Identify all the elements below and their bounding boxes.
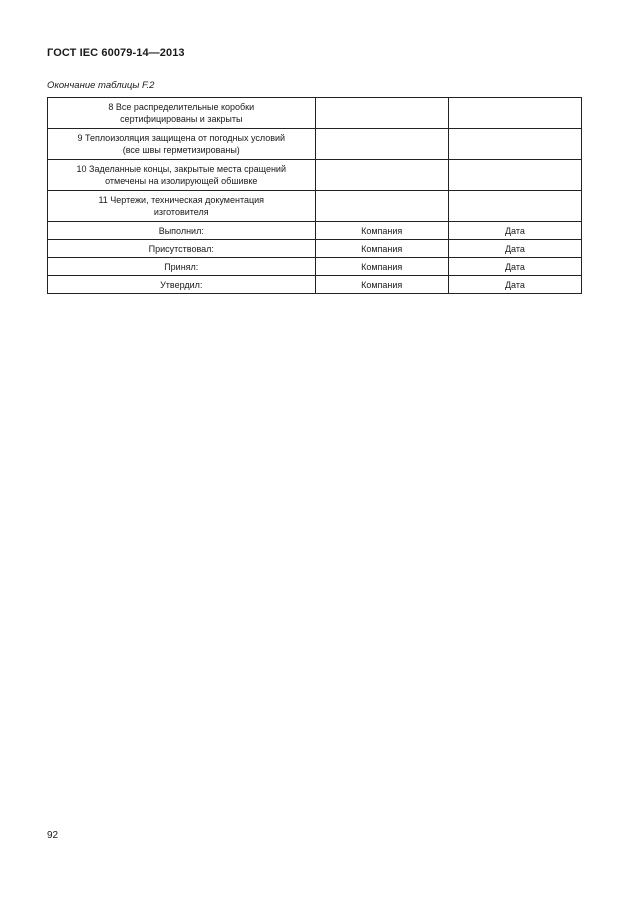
signature-company-cell: Компания [315, 276, 448, 294]
table-row-check-11 [48, 191, 582, 222]
signature-date-cell: Дата [448, 240, 581, 258]
signature-role-cell: Утвердил: [48, 276, 316, 294]
empty-cell [315, 129, 448, 160]
check-item-text-line: изготовителя [153, 207, 209, 217]
signature-role-cell: Выполнил: [48, 222, 316, 240]
table-row-check-9 [48, 129, 582, 160]
empty-cell [448, 98, 581, 129]
empty-cell [448, 160, 581, 191]
table-row-check-8 [48, 98, 582, 129]
check-item-cell [48, 160, 316, 191]
signature-role-cell: Принял: [48, 258, 316, 276]
signature-date-cell: Дата [448, 258, 581, 276]
table-row-signature-performed [48, 222, 582, 240]
document-standard-header: ГОСТ IEC 60079-14—2013 [47, 47, 185, 59]
signature-company-cell: Компания [315, 222, 448, 240]
table-caption: Окончание таблицы F.2 [47, 80, 155, 91]
table-row-signature-attended [48, 240, 582, 258]
table-row-signature-accepted [48, 258, 582, 276]
check-item-text-line: сертифицированы и закрыты [120, 114, 243, 124]
signature-date-cell: Дата [448, 276, 581, 294]
check-item-text-line: (все швы герметизированы) [122, 145, 240, 155]
empty-cell [315, 191, 448, 222]
empty-cell [448, 129, 581, 160]
check-item-cell [48, 191, 316, 222]
check-item-text-line: 8 Все распределительные коробки [108, 102, 255, 112]
empty-cell [315, 160, 448, 191]
signature-company-cell: Компания [315, 240, 448, 258]
check-item-text-line: 9 Теплоизоляция защищена от погодных условий [77, 133, 286, 143]
signature-role-cell: Присутствовал: [48, 240, 316, 258]
table-row-check-10 [48, 160, 582, 191]
check-item-cell [48, 98, 316, 129]
check-item-cell [48, 129, 316, 160]
page-number: 92 [47, 830, 59, 841]
signature-company-cell: Компания [315, 258, 448, 276]
check-item-text-line: 10 Заделанные концы, закрытые места сращений [76, 164, 286, 174]
empty-cell [315, 98, 448, 129]
empty-cell [448, 191, 581, 222]
table-row-signature-approved [48, 276, 582, 294]
checklist-table [47, 97, 582, 294]
check-item-text-line: 11 Чертежи, техническая документация [98, 195, 265, 205]
check-item-text-line: отмечены на изолирующей обшивке [105, 176, 258, 186]
signature-date-cell: Дата [448, 222, 581, 240]
